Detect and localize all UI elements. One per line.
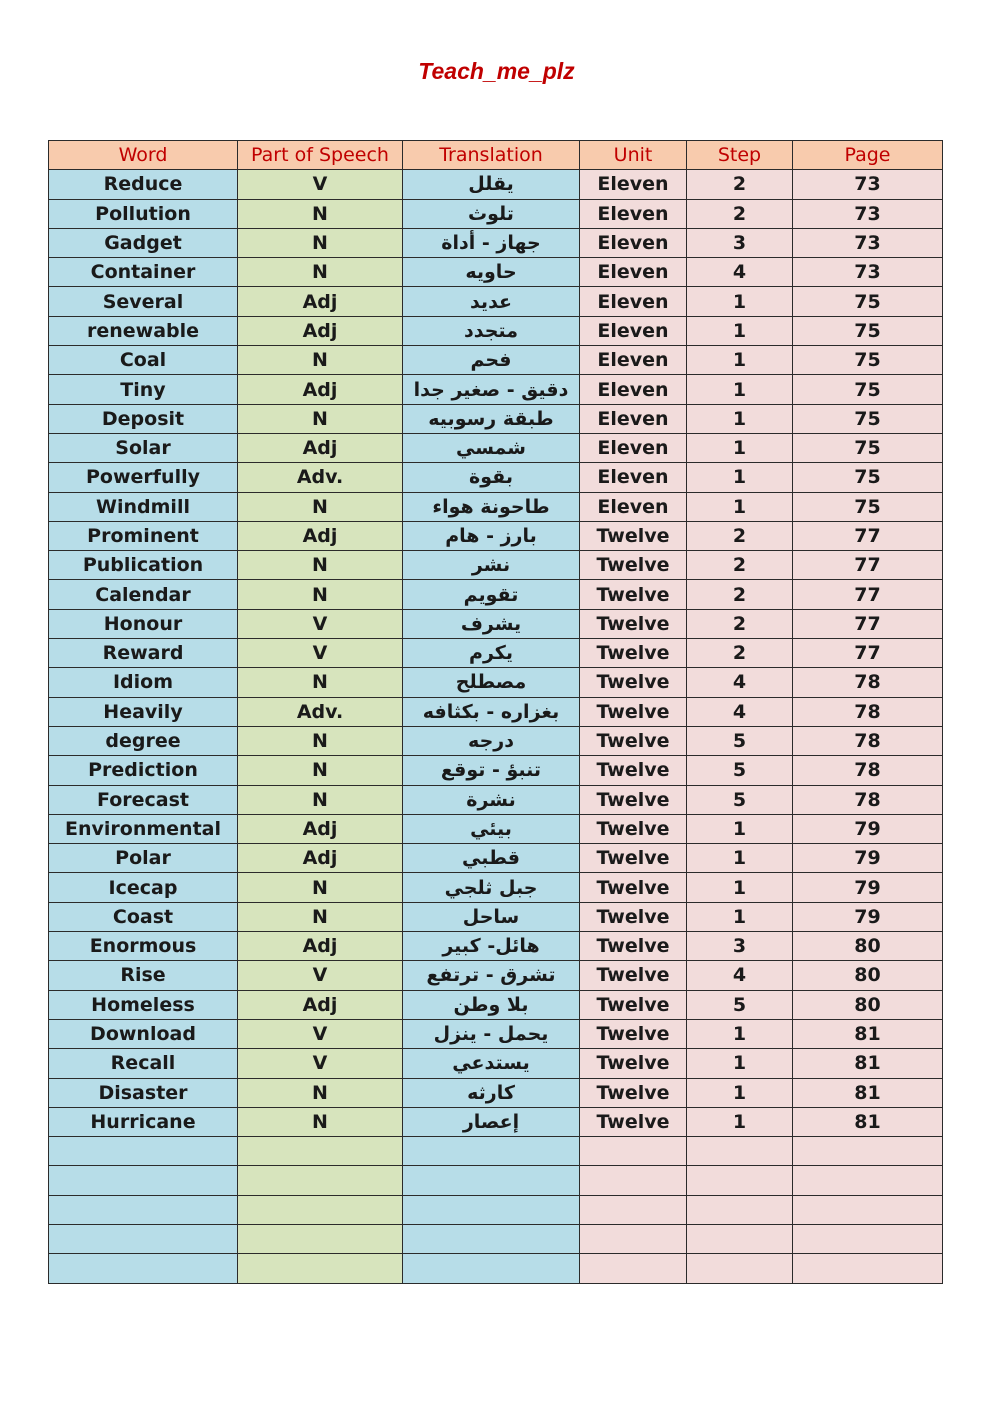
cell-unit: Twelve [580, 756, 687, 785]
cell-translation: متجدد [403, 316, 580, 345]
table-row [49, 1254, 943, 1283]
table-row [49, 492, 943, 521]
cell-part-of-speech: N [238, 668, 403, 697]
cell-translation: عديد [403, 287, 580, 316]
cell-step: 2 [687, 639, 793, 668]
cell-unit: Twelve [580, 932, 687, 961]
cell-part-of-speech: N [238, 258, 403, 287]
cell-unit: Twelve [580, 961, 687, 990]
cell-page: 81 [793, 1019, 943, 1048]
cell-word: Powerfully [49, 463, 238, 492]
cell-part-of-speech: N [238, 199, 403, 228]
cell-translation: مصطلح [403, 668, 580, 697]
cell-translation [403, 1166, 580, 1195]
cell-unit: Twelve [580, 697, 687, 726]
header-page: Page [793, 141, 943, 170]
table-row [49, 199, 943, 228]
cell-part-of-speech: V [238, 1049, 403, 1078]
cell-word: Publication [49, 551, 238, 580]
cell-word: degree [49, 726, 238, 755]
cell-part-of-speech: N [238, 228, 403, 257]
table-row [49, 404, 943, 433]
table-row [49, 844, 943, 873]
cell-step: 1 [687, 463, 793, 492]
cell-word: Download [49, 1019, 238, 1048]
cell-translation: كارثه [403, 1078, 580, 1107]
cell-page: 79 [793, 814, 943, 843]
cell-page: 78 [793, 697, 943, 726]
cell-translation: إعصار [403, 1107, 580, 1136]
table-row [49, 1019, 943, 1048]
cell-page [793, 1254, 943, 1283]
cell-page: 81 [793, 1049, 943, 1078]
cell-step: 1 [687, 404, 793, 433]
cell-word: Windmill [49, 492, 238, 521]
cell-unit [580, 1195, 687, 1224]
cell-unit: Twelve [580, 521, 687, 550]
cell-translation [403, 1254, 580, 1283]
header-unit: Unit [580, 141, 687, 170]
cell-translation: تقويم [403, 580, 580, 609]
cell-unit: Eleven [580, 433, 687, 462]
cell-part-of-speech: N [238, 492, 403, 521]
table-row [49, 785, 943, 814]
cell-step: 4 [687, 258, 793, 287]
cell-part-of-speech: Adj [238, 521, 403, 550]
cell-word: Calendar [49, 580, 238, 609]
table-row [49, 433, 943, 462]
cell-unit: Eleven [580, 492, 687, 521]
cell-translation: بلا وطن [403, 990, 580, 1019]
cell-part-of-speech: Adv. [238, 463, 403, 492]
cell-page: 73 [793, 199, 943, 228]
cell-step [687, 1195, 793, 1224]
cell-page: 79 [793, 902, 943, 931]
cell-step: 3 [687, 228, 793, 257]
cell-part-of-speech: Adj [238, 990, 403, 1019]
cell-step [687, 1254, 793, 1283]
cell-unit: Eleven [580, 463, 687, 492]
table-body [49, 170, 943, 1283]
cell-part-of-speech: Adj [238, 287, 403, 316]
cell-step: 2 [687, 170, 793, 199]
cell-step: 1 [687, 1107, 793, 1136]
cell-page: 80 [793, 961, 943, 990]
table-row [49, 228, 943, 257]
cell-unit: Twelve [580, 726, 687, 755]
cell-step: 1 [687, 287, 793, 316]
cell-step [687, 1166, 793, 1195]
cell-unit: Eleven [580, 404, 687, 433]
cell-word [49, 1166, 238, 1195]
cell-step: 1 [687, 902, 793, 931]
cell-step: 3 [687, 932, 793, 961]
cell-unit: Eleven [580, 228, 687, 257]
cell-word: Environmental [49, 814, 238, 843]
cell-translation: درجه [403, 726, 580, 755]
cell-page: 75 [793, 404, 943, 433]
cell-word: Enormous [49, 932, 238, 961]
cell-word: Coast [49, 902, 238, 931]
cell-unit: Eleven [580, 170, 687, 199]
cell-unit: Eleven [580, 375, 687, 404]
table-row [49, 697, 943, 726]
table-row [49, 551, 943, 580]
cell-page: 77 [793, 639, 943, 668]
cell-step: 2 [687, 199, 793, 228]
cell-word: Homeless [49, 990, 238, 1019]
cell-unit: Eleven [580, 346, 687, 375]
cell-part-of-speech: Adj [238, 932, 403, 961]
cell-page: 77 [793, 580, 943, 609]
cell-page: 81 [793, 1107, 943, 1136]
cell-step: 1 [687, 873, 793, 902]
cell-translation: حاويه [403, 258, 580, 287]
cell-translation: بيئي [403, 814, 580, 843]
cell-translation: تشرق - ترتفع [403, 961, 580, 990]
cell-step: 1 [687, 316, 793, 345]
cell-unit: Eleven [580, 316, 687, 345]
cell-translation: شمسي [403, 433, 580, 462]
cell-word: Solar [49, 433, 238, 462]
cell-step: 1 [687, 1078, 793, 1107]
cell-word [49, 1137, 238, 1166]
table-row [49, 1078, 943, 1107]
cell-word: Forecast [49, 785, 238, 814]
cell-part-of-speech: N [238, 726, 403, 755]
cell-unit [580, 1137, 687, 1166]
cell-part-of-speech [238, 1254, 403, 1283]
cell-page [793, 1195, 943, 1224]
cell-word: Coal [49, 346, 238, 375]
cell-page: 78 [793, 726, 943, 755]
cell-word: Polar [49, 844, 238, 873]
cell-translation: بارز - هام [403, 521, 580, 550]
cell-translation: جهاز - أداة [403, 228, 580, 257]
cell-page: 75 [793, 287, 943, 316]
cell-word [49, 1254, 238, 1283]
table-row [49, 375, 943, 404]
cell-part-of-speech: V [238, 639, 403, 668]
table-row [49, 580, 943, 609]
cell-word: Several [49, 287, 238, 316]
cell-part-of-speech: V [238, 170, 403, 199]
cell-page: 75 [793, 375, 943, 404]
cell-page: 80 [793, 932, 943, 961]
table-row [49, 1224, 943, 1253]
cell-word: Idiom [49, 668, 238, 697]
cell-part-of-speech: Adj [238, 375, 403, 404]
cell-page: 75 [793, 463, 943, 492]
cell-step: 5 [687, 990, 793, 1019]
cell-part-of-speech: N [238, 873, 403, 902]
cell-part-of-speech [238, 1195, 403, 1224]
cell-translation: هائل- كبير [403, 932, 580, 961]
table-row [49, 316, 943, 345]
table-row [49, 1195, 943, 1224]
table-row [49, 990, 943, 1019]
cell-part-of-speech: N [238, 580, 403, 609]
cell-translation: جبل ثلجي [403, 873, 580, 902]
cell-unit: Twelve [580, 873, 687, 902]
cell-part-of-speech: Adj [238, 844, 403, 873]
cell-translation: نشر [403, 551, 580, 580]
cell-step: 1 [687, 346, 793, 375]
table-row [49, 346, 943, 375]
cell-step: 2 [687, 521, 793, 550]
cell-unit: Twelve [580, 814, 687, 843]
cell-part-of-speech: N [238, 1107, 403, 1136]
cell-word: Prominent [49, 521, 238, 550]
cell-word: Pollution [49, 199, 238, 228]
cell-unit: Twelve [580, 639, 687, 668]
cell-part-of-speech: Adv. [238, 697, 403, 726]
cell-page: 80 [793, 990, 943, 1019]
cell-page: 81 [793, 1078, 943, 1107]
cell-step [687, 1224, 793, 1253]
cell-unit: Eleven [580, 199, 687, 228]
cell-part-of-speech: N [238, 404, 403, 433]
cell-word: Icecap [49, 873, 238, 902]
cell-part-of-speech: N [238, 902, 403, 931]
cell-translation: تنبؤ - توقع [403, 756, 580, 785]
cell-step: 1 [687, 375, 793, 404]
cell-word: Recall [49, 1049, 238, 1078]
cell-translation: فحم [403, 346, 580, 375]
cell-step: 4 [687, 697, 793, 726]
cell-page: 73 [793, 258, 943, 287]
cell-unit: Twelve [580, 1107, 687, 1136]
table-row [49, 932, 943, 961]
cell-part-of-speech: Adj [238, 433, 403, 462]
cell-unit [580, 1166, 687, 1195]
cell-word: Container [49, 258, 238, 287]
cell-page: 78 [793, 785, 943, 814]
cell-unit: Twelve [580, 580, 687, 609]
cell-part-of-speech: V [238, 609, 403, 638]
table-row [49, 1137, 943, 1166]
cell-unit: Twelve [580, 668, 687, 697]
cell-page: 75 [793, 346, 943, 375]
cell-translation [403, 1195, 580, 1224]
cell-step: 5 [687, 756, 793, 785]
cell-word: Heavily [49, 697, 238, 726]
table-row [49, 609, 943, 638]
cell-step: 5 [687, 726, 793, 755]
cell-page: 77 [793, 551, 943, 580]
cell-unit: Twelve [580, 1019, 687, 1048]
cell-word [49, 1224, 238, 1253]
cell-translation: يقلل [403, 170, 580, 199]
cell-page: 75 [793, 492, 943, 521]
table-row [49, 814, 943, 843]
cell-word: renewable [49, 316, 238, 345]
cell-page: 73 [793, 170, 943, 199]
cell-page: 75 [793, 433, 943, 462]
cell-translation: يحمل - ينزل [403, 1019, 580, 1048]
cell-translation: نشرة [403, 785, 580, 814]
cell-page: 79 [793, 873, 943, 902]
cell-translation: يشرف [403, 609, 580, 638]
table-row [49, 1107, 943, 1136]
cell-word: Hurricane [49, 1107, 238, 1136]
table-row [49, 756, 943, 785]
cell-page: 73 [793, 228, 943, 257]
cell-page: 75 [793, 316, 943, 345]
cell-word: Honour [49, 609, 238, 638]
cell-part-of-speech: N [238, 1078, 403, 1107]
cell-step [687, 1137, 793, 1166]
cell-word: Reduce [49, 170, 238, 199]
cell-word: Rise [49, 961, 238, 990]
header-word: Word [49, 141, 238, 170]
cell-page [793, 1137, 943, 1166]
header-step: Step [687, 141, 793, 170]
cell-translation: طاحونة هواء [403, 492, 580, 521]
cell-word: Disaster [49, 1078, 238, 1107]
table-row [49, 287, 943, 316]
table-row [49, 463, 943, 492]
cell-part-of-speech: V [238, 961, 403, 990]
cell-page: 77 [793, 521, 943, 550]
table-row [49, 873, 943, 902]
cell-translation [403, 1224, 580, 1253]
table-row [49, 170, 943, 199]
cell-page: 78 [793, 668, 943, 697]
cell-part-of-speech [238, 1224, 403, 1253]
table-row [49, 1166, 943, 1195]
cell-translation: طبقة رسوبيه [403, 404, 580, 433]
cell-part-of-speech: N [238, 785, 403, 814]
table-row [49, 258, 943, 287]
cell-unit: Twelve [580, 609, 687, 638]
cell-translation: يكرم [403, 639, 580, 668]
cell-step: 2 [687, 609, 793, 638]
cell-word: Prediction [49, 756, 238, 785]
cell-step: 1 [687, 492, 793, 521]
table-row [49, 902, 943, 931]
cell-unit: Eleven [580, 287, 687, 316]
cell-unit: Twelve [580, 785, 687, 814]
cell-translation: بغزاره - بكثافه [403, 697, 580, 726]
cell-page: 79 [793, 844, 943, 873]
cell-translation: ساحل [403, 902, 580, 931]
cell-page: 77 [793, 609, 943, 638]
cell-word: Tiny [49, 375, 238, 404]
table-row [49, 961, 943, 990]
cell-page: 78 [793, 756, 943, 785]
header-translation: Translation [403, 141, 580, 170]
cell-word: Deposit [49, 404, 238, 433]
cell-step: 5 [687, 785, 793, 814]
cell-translation: قطبي [403, 844, 580, 873]
cell-word [49, 1195, 238, 1224]
cell-unit: Twelve [580, 990, 687, 1019]
cell-part-of-speech: Adj [238, 814, 403, 843]
cell-translation: بقوة [403, 463, 580, 492]
cell-step: 1 [687, 814, 793, 843]
vocabulary-table [48, 140, 943, 1284]
cell-unit: Twelve [580, 902, 687, 931]
cell-step: 1 [687, 433, 793, 462]
cell-translation [403, 1137, 580, 1166]
cell-unit [580, 1224, 687, 1253]
cell-part-of-speech: V [238, 1019, 403, 1048]
cell-part-of-speech [238, 1137, 403, 1166]
cell-page [793, 1166, 943, 1195]
cell-unit: Twelve [580, 1049, 687, 1078]
cell-translation: تلوث [403, 199, 580, 228]
cell-step: 1 [687, 1049, 793, 1078]
cell-unit: Twelve [580, 844, 687, 873]
cell-unit [580, 1254, 687, 1283]
cell-word: Gadget [49, 228, 238, 257]
cell-step: 2 [687, 551, 793, 580]
header-part-of-speech: Part of Speech [238, 141, 403, 170]
cell-step: 4 [687, 961, 793, 990]
cell-part-of-speech: N [238, 346, 403, 375]
page-title: Teach_me_plz [418, 58, 575, 84]
table-header-row [49, 141, 943, 170]
cell-step: 1 [687, 844, 793, 873]
cell-unit: Eleven [580, 258, 687, 287]
cell-part-of-speech: Adj [238, 316, 403, 345]
cell-step: 1 [687, 1019, 793, 1048]
cell-unit: Twelve [580, 1078, 687, 1107]
cell-step: 2 [687, 580, 793, 609]
cell-page [793, 1224, 943, 1253]
cell-translation: دقيق - صغير جدا [403, 375, 580, 404]
table-row [49, 639, 943, 668]
cell-translation: يستدعي [403, 1049, 580, 1078]
table-row [49, 1049, 943, 1078]
table-row [49, 726, 943, 755]
cell-part-of-speech [238, 1166, 403, 1195]
cell-part-of-speech: N [238, 756, 403, 785]
cell-unit: Twelve [580, 551, 687, 580]
cell-part-of-speech: N [238, 551, 403, 580]
cell-step: 4 [687, 668, 793, 697]
table-row [49, 668, 943, 697]
table-row [49, 521, 943, 550]
cell-word: Reward [49, 639, 238, 668]
